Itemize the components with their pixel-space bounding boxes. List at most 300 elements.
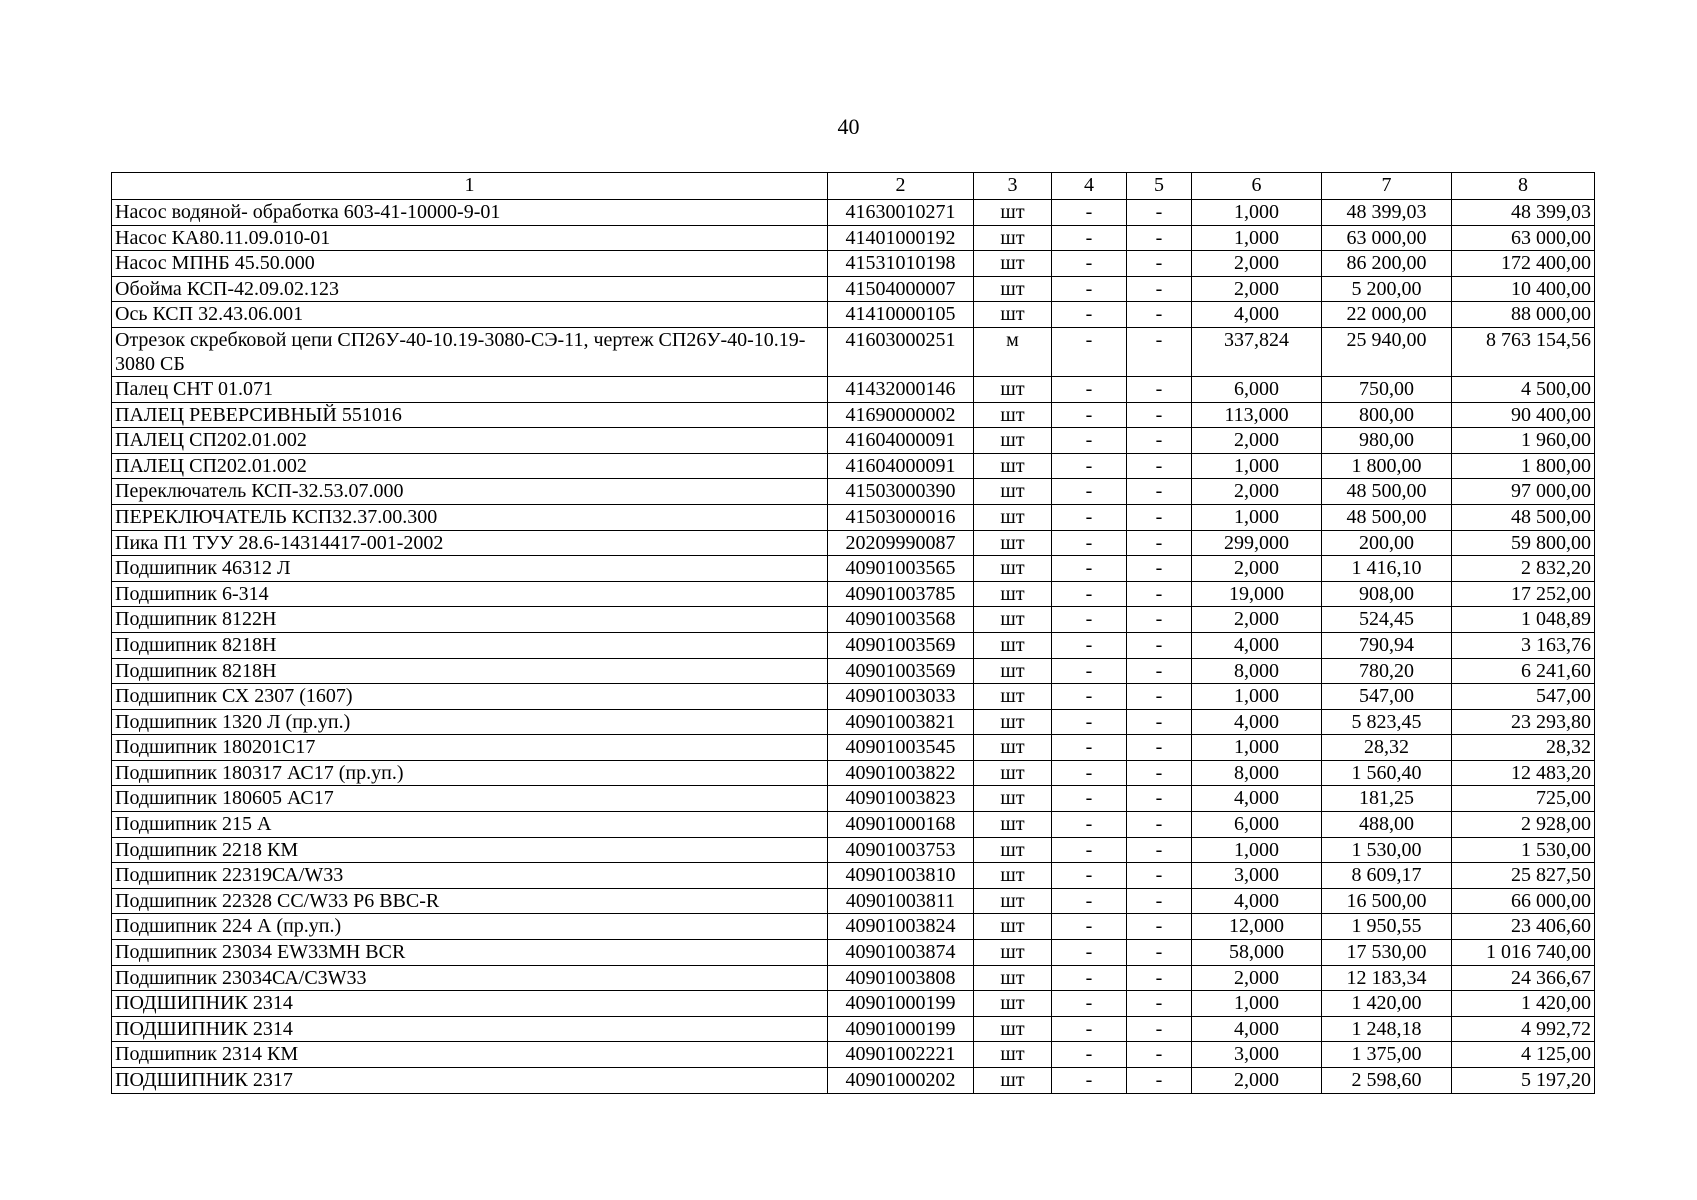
item-name-cell: ПОДШИПНИК 2314 xyxy=(112,991,828,1017)
quantity-cell: 4,000 xyxy=(1192,1016,1322,1042)
price-cell: 22 000,00 xyxy=(1322,302,1452,328)
table-row xyxy=(112,530,1595,556)
table-row xyxy=(112,914,1595,940)
item-code-cell: 40901003811 xyxy=(828,888,974,914)
item-name-cell: Подшипник 22328 СС/W33 Р6 ВВС-R xyxy=(112,888,828,914)
sum-cell: 10 400,00 xyxy=(1452,276,1595,302)
column-5-cell: - xyxy=(1127,888,1192,914)
item-name-cell: Подшипник 8218Н xyxy=(112,632,828,658)
item-code-cell: 40901003545 xyxy=(828,735,974,761)
table-row xyxy=(112,812,1595,838)
quantity-cell: 2,000 xyxy=(1192,607,1322,633)
page-number: 40 xyxy=(837,114,860,139)
item-code-cell: 40901003821 xyxy=(828,709,974,735)
item-name-cell: ПАЛЕЦ СП202.01.002 xyxy=(112,453,828,479)
column-4-cell: - xyxy=(1052,556,1127,582)
unit-cell: шт xyxy=(974,453,1052,479)
column-5-cell: - xyxy=(1127,200,1192,226)
sum-cell: 59 800,00 xyxy=(1452,530,1595,556)
price-cell: 17 530,00 xyxy=(1322,940,1452,966)
sum-cell: 4 125,00 xyxy=(1452,1042,1595,1068)
item-name-cell: Подшипник 23034 EW33MH BCR xyxy=(112,940,828,966)
unit-cell: шт xyxy=(974,225,1052,251)
sum-cell: 1 800,00 xyxy=(1452,453,1595,479)
sum-cell: 4 500,00 xyxy=(1452,376,1595,402)
price-cell: 800,00 xyxy=(1322,402,1452,428)
column-5-cell: - xyxy=(1127,581,1192,607)
item-code-cell: 41630010271 xyxy=(828,200,974,226)
unit-cell: шт xyxy=(974,581,1052,607)
item-code-cell: 40901003824 xyxy=(828,914,974,940)
unit-cell: шт xyxy=(974,504,1052,530)
item-name-cell: ПАЛЕЦ РЕВЕРСИВНЫЙ 551016 xyxy=(112,402,828,428)
column-5-cell: - xyxy=(1127,786,1192,812)
unit-cell: шт xyxy=(974,479,1052,505)
unit-cell: шт xyxy=(974,709,1052,735)
unit-cell: шт xyxy=(974,658,1052,684)
column-4-cell: - xyxy=(1052,251,1127,277)
item-code-cell: 41410000105 xyxy=(828,302,974,328)
column-5-cell: - xyxy=(1127,556,1192,582)
price-cell: 1 560,40 xyxy=(1322,760,1452,786)
column-4-cell: - xyxy=(1052,863,1127,889)
item-code-cell: 40901003810 xyxy=(828,863,974,889)
column-5-cell: - xyxy=(1127,504,1192,530)
column-header: 2 xyxy=(828,173,974,200)
unit-cell: шт xyxy=(974,607,1052,633)
table-row xyxy=(112,225,1595,251)
sum-cell: 6 241,60 xyxy=(1452,658,1595,684)
price-cell: 750,00 xyxy=(1322,376,1452,402)
quantity-cell: 19,000 xyxy=(1192,581,1322,607)
column-4-cell: - xyxy=(1052,376,1127,402)
column-5-cell: - xyxy=(1127,735,1192,761)
sum-cell: 8 763 154,56 xyxy=(1452,327,1595,376)
item-name-cell: Насос МПНБ 45.50.000 xyxy=(112,251,828,277)
table-row xyxy=(112,327,1595,376)
column-4-cell: - xyxy=(1052,684,1127,710)
column-4-cell: - xyxy=(1052,812,1127,838)
inventory-table xyxy=(111,172,1595,1094)
quantity-cell: 2,000 xyxy=(1192,1068,1322,1094)
table-row xyxy=(112,200,1595,226)
column-4-cell: - xyxy=(1052,327,1127,376)
price-cell: 1 950,55 xyxy=(1322,914,1452,940)
sum-cell: 23 406,60 xyxy=(1452,914,1595,940)
price-cell: 25 940,00 xyxy=(1322,327,1452,376)
item-code-cell: 41604000091 xyxy=(828,428,974,454)
quantity-cell: 58,000 xyxy=(1192,940,1322,966)
item-name-cell: Подшипник 180605 АС17 xyxy=(112,786,828,812)
item-code-cell: 40901000168 xyxy=(828,812,974,838)
table-row xyxy=(112,786,1595,812)
item-name-cell: Палец СНТ 01.071 xyxy=(112,376,828,402)
sum-cell: 3 163,76 xyxy=(1452,632,1595,658)
item-code-cell: 40901003569 xyxy=(828,658,974,684)
column-header: 5 xyxy=(1127,173,1192,200)
column-5-cell: - xyxy=(1127,1016,1192,1042)
quantity-cell: 1,000 xyxy=(1192,837,1322,863)
unit-cell: шт xyxy=(974,735,1052,761)
unit-cell: шт xyxy=(974,888,1052,914)
column-5-cell: - xyxy=(1127,607,1192,633)
item-code-cell: 41432000146 xyxy=(828,376,974,402)
sum-cell: 1 530,00 xyxy=(1452,837,1595,863)
sum-cell: 1 016 740,00 xyxy=(1452,940,1595,966)
sum-cell: 66 000,00 xyxy=(1452,888,1595,914)
column-4-cell: - xyxy=(1052,888,1127,914)
table-row xyxy=(112,735,1595,761)
price-cell: 12 183,34 xyxy=(1322,965,1452,991)
sum-cell: 25 827,50 xyxy=(1452,863,1595,889)
item-code-cell: 40901002221 xyxy=(828,1042,974,1068)
item-name-cell: ПАЛЕЦ СП202.01.002 xyxy=(112,428,828,454)
quantity-cell: 2,000 xyxy=(1192,479,1322,505)
column-5-cell: - xyxy=(1127,453,1192,479)
price-cell: 1 530,00 xyxy=(1322,837,1452,863)
item-name-cell: Подшипник 2314 КМ xyxy=(112,1042,828,1068)
sum-cell: 24 366,67 xyxy=(1452,965,1595,991)
sum-cell: 63 000,00 xyxy=(1452,225,1595,251)
table-row xyxy=(112,760,1595,786)
price-cell: 28,32 xyxy=(1322,735,1452,761)
column-4-cell: - xyxy=(1052,837,1127,863)
sum-cell: 5 197,20 xyxy=(1452,1068,1595,1094)
price-cell: 1 420,00 xyxy=(1322,991,1452,1017)
table-row xyxy=(112,504,1595,530)
item-name-cell: Подшипник 2218 КМ xyxy=(112,837,828,863)
quantity-cell: 1,000 xyxy=(1192,991,1322,1017)
column-5-cell: - xyxy=(1127,760,1192,786)
column-5-cell: - xyxy=(1127,1042,1192,1068)
price-cell: 488,00 xyxy=(1322,812,1452,838)
unit-cell: шт xyxy=(974,276,1052,302)
column-4-cell: - xyxy=(1052,940,1127,966)
item-name-cell: Пика П1 ТУУ 28.6-14314417-001-2002 xyxy=(112,530,828,556)
table-row xyxy=(112,658,1595,684)
table-row xyxy=(112,607,1595,633)
column-header: 7 xyxy=(1322,173,1452,200)
item-code-cell: 40901003568 xyxy=(828,607,974,633)
quantity-cell: 1,000 xyxy=(1192,735,1322,761)
item-name-cell: Подшипник 180201С17 xyxy=(112,735,828,761)
column-4-cell: - xyxy=(1052,276,1127,302)
unit-cell: шт xyxy=(974,200,1052,226)
sum-cell: 2 928,00 xyxy=(1452,812,1595,838)
price-cell: 547,00 xyxy=(1322,684,1452,710)
quantity-cell: 1,000 xyxy=(1192,504,1322,530)
item-name-cell: Обойма КСП-42.09.02.123 xyxy=(112,276,828,302)
column-4-cell: - xyxy=(1052,709,1127,735)
item-code-cell: 40901003822 xyxy=(828,760,974,786)
column-4-cell: - xyxy=(1052,760,1127,786)
price-cell: 16 500,00 xyxy=(1322,888,1452,914)
quantity-cell: 3,000 xyxy=(1192,1042,1322,1068)
column-4-cell: - xyxy=(1052,402,1127,428)
quantity-cell: 4,000 xyxy=(1192,302,1322,328)
table-row xyxy=(112,402,1595,428)
unit-cell: шт xyxy=(974,760,1052,786)
column-4-cell: - xyxy=(1052,632,1127,658)
table-row xyxy=(112,479,1595,505)
table-row xyxy=(112,888,1595,914)
quantity-cell: 8,000 xyxy=(1192,658,1322,684)
unit-cell: шт xyxy=(974,251,1052,277)
column-5-cell: - xyxy=(1127,302,1192,328)
column-4-cell: - xyxy=(1052,428,1127,454)
column-header: 4 xyxy=(1052,173,1127,200)
item-code-cell: 40901003785 xyxy=(828,581,974,607)
column-5-cell: - xyxy=(1127,327,1192,376)
unit-cell: шт xyxy=(974,302,1052,328)
column-5-cell: - xyxy=(1127,991,1192,1017)
price-cell: 908,00 xyxy=(1322,581,1452,607)
column-5-cell: - xyxy=(1127,428,1192,454)
item-name-cell: ПОДШИПНИК 2317 xyxy=(112,1068,828,1094)
price-cell: 48 500,00 xyxy=(1322,504,1452,530)
sum-cell: 97 000,00 xyxy=(1452,479,1595,505)
column-5-cell: - xyxy=(1127,863,1192,889)
item-code-cell: 40901003565 xyxy=(828,556,974,582)
column-4-cell: - xyxy=(1052,200,1127,226)
table-row xyxy=(112,863,1595,889)
sum-cell: 1 960,00 xyxy=(1452,428,1595,454)
column-4-cell: - xyxy=(1052,914,1127,940)
quantity-cell: 1,000 xyxy=(1192,225,1322,251)
item-name-cell: Переключатель КСП-32.53.07.000 xyxy=(112,479,828,505)
quantity-cell: 4,000 xyxy=(1192,632,1322,658)
unit-cell: шт xyxy=(974,940,1052,966)
quantity-cell: 3,000 xyxy=(1192,863,1322,889)
quantity-cell: 4,000 xyxy=(1192,888,1322,914)
unit-cell: шт xyxy=(974,428,1052,454)
item-name-cell: Подшипник 1320 Л (пр.уп.) xyxy=(112,709,828,735)
column-4-cell: - xyxy=(1052,991,1127,1017)
item-code-cell: 40901003874 xyxy=(828,940,974,966)
item-name-cell: Подшипник 6-314 xyxy=(112,581,828,607)
column-header: 1 xyxy=(112,173,828,200)
item-code-cell: 41603000251 xyxy=(828,327,974,376)
table-row xyxy=(112,991,1595,1017)
item-name-cell: Подшипник СХ 2307 (1607) xyxy=(112,684,828,710)
table-row xyxy=(112,1042,1595,1068)
quantity-cell: 113,000 xyxy=(1192,402,1322,428)
item-code-cell: 40901000199 xyxy=(828,1016,974,1042)
item-name-cell: Подшипник 46312 Л xyxy=(112,556,828,582)
unit-cell: шт xyxy=(974,863,1052,889)
item-code-cell: 40901000199 xyxy=(828,991,974,1017)
column-4-cell: - xyxy=(1052,607,1127,633)
table-row xyxy=(112,1016,1595,1042)
column-4-cell: - xyxy=(1052,530,1127,556)
item-code-cell: 40901003569 xyxy=(828,632,974,658)
column-5-cell: - xyxy=(1127,479,1192,505)
item-code-cell: 40901003823 xyxy=(828,786,974,812)
sum-cell: 23 293,80 xyxy=(1452,709,1595,735)
sum-cell: 1 420,00 xyxy=(1452,991,1595,1017)
table-row xyxy=(112,965,1595,991)
table-row xyxy=(112,940,1595,966)
column-5-cell: - xyxy=(1127,402,1192,428)
column-4-cell: - xyxy=(1052,735,1127,761)
column-4-cell: - xyxy=(1052,453,1127,479)
item-code-cell: 41401000192 xyxy=(828,225,974,251)
column-5-cell: - xyxy=(1127,1068,1192,1094)
table-row xyxy=(112,453,1595,479)
column-header: 3 xyxy=(974,173,1052,200)
item-name-cell: Подшипник 215 А xyxy=(112,812,828,838)
unit-cell: шт xyxy=(974,684,1052,710)
sum-cell: 2 832,20 xyxy=(1452,556,1595,582)
quantity-cell: 1,000 xyxy=(1192,684,1322,710)
price-cell: 980,00 xyxy=(1322,428,1452,454)
column-5-cell: - xyxy=(1127,914,1192,940)
price-cell: 1 416,10 xyxy=(1322,556,1452,582)
column-4-cell: - xyxy=(1052,479,1127,505)
unit-cell: шт xyxy=(974,402,1052,428)
price-cell: 524,45 xyxy=(1322,607,1452,633)
table-row xyxy=(112,709,1595,735)
column-5-cell: - xyxy=(1127,658,1192,684)
sum-cell: 90 400,00 xyxy=(1452,402,1595,428)
sum-cell: 12 483,20 xyxy=(1452,760,1595,786)
unit-cell: шт xyxy=(974,1042,1052,1068)
table-row xyxy=(112,302,1595,328)
item-name-cell: Насос КА80.11.09.010-01 xyxy=(112,225,828,251)
price-cell: 780,20 xyxy=(1322,658,1452,684)
table-row xyxy=(112,556,1595,582)
column-5-cell: - xyxy=(1127,965,1192,991)
price-cell: 8 609,17 xyxy=(1322,863,1452,889)
unit-cell: шт xyxy=(974,812,1052,838)
table-row xyxy=(112,632,1595,658)
column-4-cell: - xyxy=(1052,504,1127,530)
column-4-cell: - xyxy=(1052,225,1127,251)
item-code-cell: 40901003753 xyxy=(828,837,974,863)
price-cell: 86 200,00 xyxy=(1322,251,1452,277)
price-cell: 181,25 xyxy=(1322,786,1452,812)
sum-cell: 1 048,89 xyxy=(1452,607,1595,633)
column-5-cell: - xyxy=(1127,709,1192,735)
column-4-cell: - xyxy=(1052,302,1127,328)
unit-cell: шт xyxy=(974,530,1052,556)
item-name-cell: ПЕРЕКЛЮЧАТЕЛЬ КСП32.37.00.300 xyxy=(112,504,828,530)
unit-cell: шт xyxy=(974,632,1052,658)
column-4-cell: - xyxy=(1052,658,1127,684)
item-code-cell: 40901000202 xyxy=(828,1068,974,1094)
column-4-cell: - xyxy=(1052,786,1127,812)
quantity-cell: 1,000 xyxy=(1192,453,1322,479)
unit-cell: шт xyxy=(974,837,1052,863)
unit-cell: шт xyxy=(974,965,1052,991)
column-5-cell: - xyxy=(1127,837,1192,863)
column-5-cell: - xyxy=(1127,530,1192,556)
column-5-cell: - xyxy=(1127,276,1192,302)
price-cell: 2 598,60 xyxy=(1322,1068,1452,1094)
table-row xyxy=(112,837,1595,863)
price-cell: 790,94 xyxy=(1322,632,1452,658)
item-name-cell: Подшипник 8122Н xyxy=(112,607,828,633)
quantity-cell: 2,000 xyxy=(1192,556,1322,582)
price-cell: 5 823,45 xyxy=(1322,709,1452,735)
column-5-cell: - xyxy=(1127,684,1192,710)
sum-cell: 547,00 xyxy=(1452,684,1595,710)
unit-cell: шт xyxy=(974,786,1052,812)
sum-cell: 172 400,00 xyxy=(1452,251,1595,277)
table-row xyxy=(112,251,1595,277)
item-name-cell: Ось КСП 32.43.06.001 xyxy=(112,302,828,328)
price-cell: 48 500,00 xyxy=(1322,479,1452,505)
quantity-cell: 4,000 xyxy=(1192,709,1322,735)
column-4-cell: - xyxy=(1052,1016,1127,1042)
price-cell: 48 399,03 xyxy=(1322,200,1452,226)
item-code-cell: 41504000007 xyxy=(828,276,974,302)
column-4-cell: - xyxy=(1052,581,1127,607)
quantity-cell: 2,000 xyxy=(1192,251,1322,277)
item-code-cell: 40901003033 xyxy=(828,684,974,710)
item-name-cell: Насос водяной- обработка 603-41-10000-9-01 xyxy=(112,200,828,226)
sum-cell: 17 252,00 xyxy=(1452,581,1595,607)
header-row xyxy=(112,173,1595,200)
sum-cell: 88 000,00 xyxy=(1452,302,1595,328)
item-code-cell: 41531010198 xyxy=(828,251,974,277)
table-row xyxy=(112,581,1595,607)
price-cell: 1 248,18 xyxy=(1322,1016,1452,1042)
item-name-cell: Отрезок скребковой цепи СП26У-40-10.19-3080-СЭ-11, чертеж СП26У-40-10.19-3080 СБ xyxy=(112,327,828,376)
table-row xyxy=(112,376,1595,402)
sum-cell: 48 500,00 xyxy=(1452,504,1595,530)
price-cell: 200,00 xyxy=(1322,530,1452,556)
item-name-cell: ПОДШИПНИК 2314 xyxy=(112,1016,828,1042)
unit-cell: шт xyxy=(974,991,1052,1017)
quantity-cell: 1,000 xyxy=(1192,200,1322,226)
column-5-cell: - xyxy=(1127,940,1192,966)
unit-cell: шт xyxy=(974,556,1052,582)
column-header: 8 xyxy=(1452,173,1595,200)
column-4-cell: - xyxy=(1052,965,1127,991)
quantity-cell: 2,000 xyxy=(1192,965,1322,991)
table-row xyxy=(112,684,1595,710)
quantity-cell: 4,000 xyxy=(1192,786,1322,812)
table-row xyxy=(112,1068,1595,1094)
price-cell: 5 200,00 xyxy=(1322,276,1452,302)
quantity-cell: 299,000 xyxy=(1192,530,1322,556)
column-header: 6 xyxy=(1192,173,1322,200)
unit-cell: шт xyxy=(974,914,1052,940)
item-code-cell: 20209990087 xyxy=(828,530,974,556)
quantity-cell: 2,000 xyxy=(1192,276,1322,302)
unit-cell: шт xyxy=(974,1068,1052,1094)
column-4-cell: - xyxy=(1052,1068,1127,1094)
item-name-cell: Подшипник 8218Н xyxy=(112,658,828,684)
quantity-cell: 12,000 xyxy=(1192,914,1322,940)
price-cell: 1 800,00 xyxy=(1322,453,1452,479)
item-code-cell: 41503000390 xyxy=(828,479,974,505)
item-name-cell: Подшипник 180317 АС17 (пр.уп.) xyxy=(112,760,828,786)
column-5-cell: - xyxy=(1127,812,1192,838)
sum-cell: 725,00 xyxy=(1452,786,1595,812)
price-cell: 63 000,00 xyxy=(1322,225,1452,251)
item-code-cell: 41604000091 xyxy=(828,453,974,479)
sum-cell: 28,32 xyxy=(1452,735,1595,761)
column-5-cell: - xyxy=(1127,376,1192,402)
column-5-cell: - xyxy=(1127,251,1192,277)
sum-cell: 4 992,72 xyxy=(1452,1016,1595,1042)
table-row xyxy=(112,276,1595,302)
unit-cell: м xyxy=(974,327,1052,376)
column-4-cell: - xyxy=(1052,1042,1127,1068)
price-cell: 1 375,00 xyxy=(1322,1042,1452,1068)
